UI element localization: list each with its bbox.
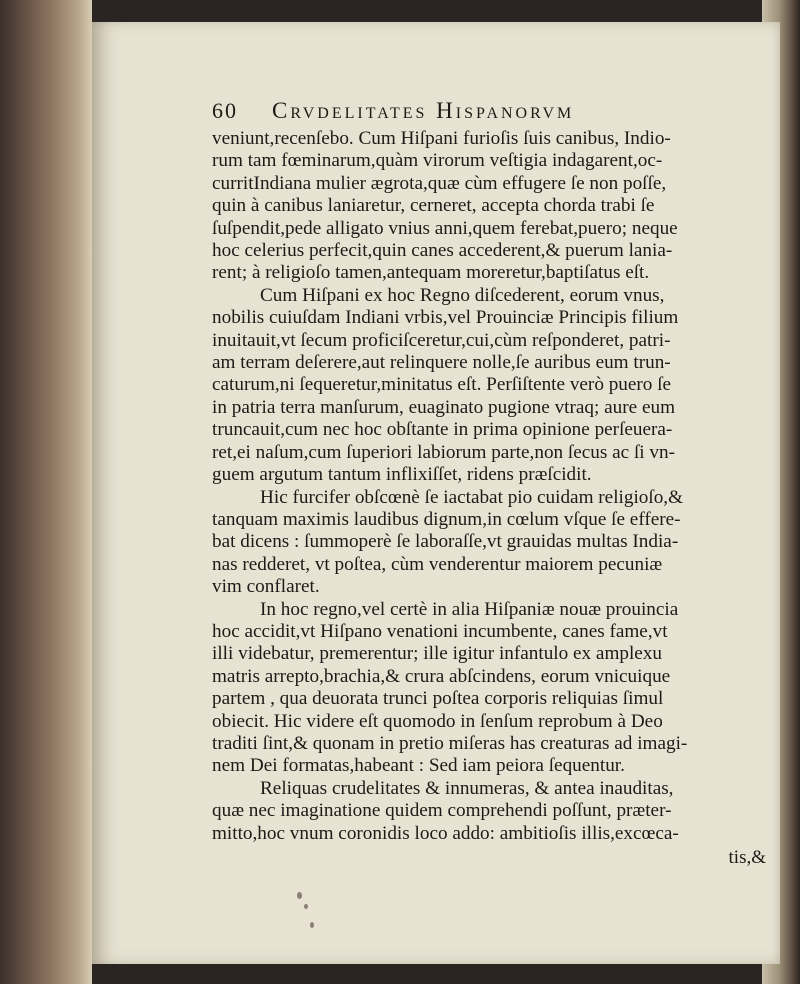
text-line: veniunt,recenſebo. Cum Hiſpani furioſis ſuis canibus, Indio-: [212, 128, 671, 149]
text-line: mitto,hoc vnum coronidis loco addo: ambitioſis illis,excœca-: [212, 822, 679, 844]
text-line: In hoc regno,vel certè in alia Hiſpaniæ nouæ prouincia: [260, 598, 679, 620]
text-line: nobilis cuiuſdam Indiani vrbis,vel Prouinciæ Principis filium: [212, 307, 679, 329]
text-line: curritIndiana mulier ægrota,quæ cùm effugere ſe non poſſe,: [212, 172, 667, 194]
page-number: 60: [212, 98, 238, 123]
text-line: truncauit,cum nec hoc obſtante in prima opinione perſeuera-: [212, 419, 673, 441]
page-content: [212, 98, 772, 869]
page-header: [212, 98, 772, 128]
text-line: caturum,ni ſequeretur,minitatus eſt. Perſiſtente verò puero ſe: [212, 374, 672, 396]
text-line: in patria terra manſurum, euaginato pugione vtraq; aure eum: [212, 396, 675, 418]
text-line: partem , qua deuorata trunci poſtea corporis reliquias ſimul: [212, 688, 664, 710]
text-line: hoc accidit,vt Hiſpano venationi incumbente, canes fame,vt: [212, 620, 668, 642]
ink-blot: [297, 892, 302, 899]
paragraph: [212, 128, 772, 285]
paragraph: [212, 599, 772, 778]
text-line: rum tam fœminarum,quàm virorum veſtigia indagarent,oc-: [212, 150, 663, 172]
text-line: Reliquas crudelitates & innumeras, & antea inauditas,: [260, 777, 674, 799]
book-edge-left: [0, 0, 92, 984]
catchword: tis,&: [728, 847, 766, 868]
text-line: bat dicens : ſummoperè ſe laboraſſe,vt grauidas multas India-: [212, 531, 679, 553]
text-line: quæ nec imaginatione quidem comprehendi poſſunt, præter-: [212, 800, 672, 822]
text-line: quin à canibus laniaretur, cerneret, accepta chorda trabi ſe: [212, 195, 655, 217]
text-line: obiecit. Hic videre eſt quomodo in ſenſum reprobum à Deo: [212, 710, 663, 732]
paragraph: [212, 487, 772, 599]
text-line: guem argutum tantum inflixiſſet, ridens præſcidit.: [212, 464, 592, 486]
paragraph: [212, 778, 772, 845]
text-line: Hic furcifer obſcœnè ſe iactabat pio cuidam religioſo,&: [260, 486, 684, 508]
ink-blot: [310, 922, 314, 928]
text-line: am terram deſerere,aut relinquere nolle,ſe auribus eum trun-: [212, 352, 671, 374]
text-line: inuitauit,vt ſecum proficiſceretur,cui,cùm reſponderet, patri-: [212, 329, 671, 351]
running-title: Crvdelitates Hispanorvm: [272, 98, 575, 123]
paragraph: [212, 285, 772, 487]
text-line: tanquam maximis laudibus dignum,in cœlum vſque ſe effere-: [212, 508, 681, 530]
text-line: ſuſpendit,pede alligato vnius anni,quem ferebat,puero; neque: [212, 217, 678, 239]
book-page: [92, 22, 780, 964]
text-line: traditi ſint,& quonam in pretio miſeras has creaturas ad imagi-: [212, 732, 688, 754]
text-line: matris arrepto,brachia,& crura abſcindens, eorum vnicuique: [212, 665, 671, 687]
text-line: hoc celerius perfecit,quin canes accederent,& puerum lania-: [212, 240, 673, 262]
text-line: rent; à religioſo tamen,antequam moreretur,baptiſatus eſt.: [212, 262, 650, 284]
text-line: illi videbatur, premerentur; ille igitur infantulo ex amplexu: [212, 643, 663, 665]
text-line: vim conflaret.: [212, 576, 320, 598]
text-line: nas redderet, vt poſtea, cùm venderentur maiorem pecuniæ: [212, 553, 663, 575]
text-line: Cum Hiſpani ex hoc Regno diſcederent, eorum vnus,: [260, 284, 665, 306]
text-line: ret,ei naſum,cum ſuperiori labiorum parte,non ſecus ac ſi vn-: [212, 441, 676, 463]
body-text: [212, 128, 772, 845]
text-line: nem Dei formatas,habeant : Sed iam peiora ſequentur.: [212, 755, 625, 777]
ink-blot: [304, 904, 308, 909]
